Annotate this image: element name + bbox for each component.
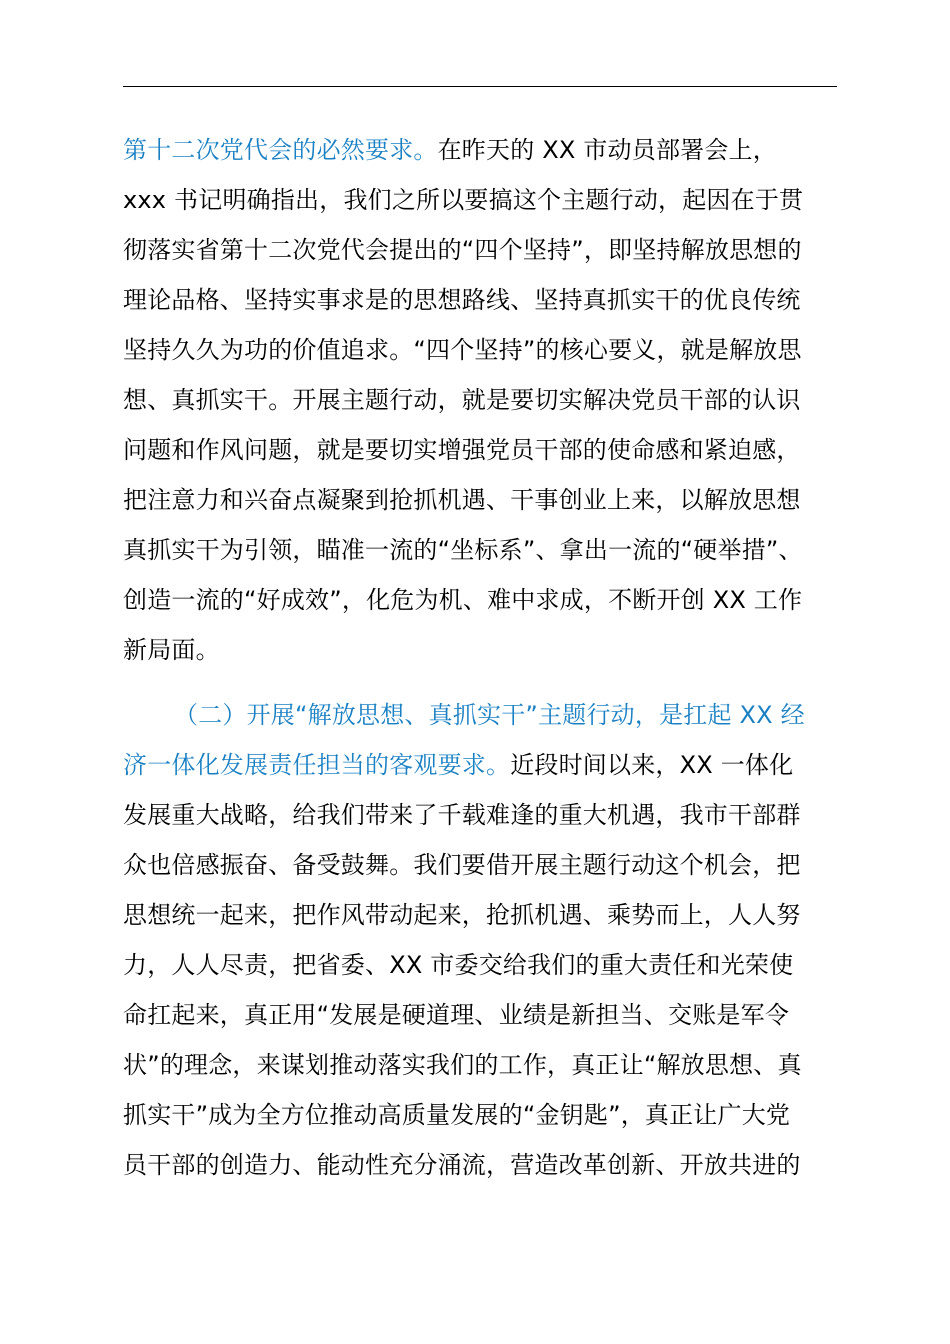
paragraph-2-line-8: 状”的理念，来谋划推动落实我们的工作，真正让“解放思想、真 bbox=[123, 1051, 802, 1079]
paragraph-2-line-9: 抓实干”成为全方位推动高质量发展的“金钥匙”，真正让广大党 bbox=[123, 1101, 791, 1129]
paragraph-1-line-6: 想、真抓实干。开展主题行动，就是要切实解决党员干部的认识 bbox=[123, 386, 801, 414]
paragraph-1-line-2: xxx 书记明确指出，我们之所以要搞这个主题行动，起因在于贯 bbox=[123, 186, 804, 214]
paragraph-2-line-2 bbox=[123, 749, 793, 781]
paragraph-1-line-1-body: 在昨天的 XX 市动员部署会上， bbox=[437, 136, 777, 164]
paragraph-2-line-10: 员干部的创造力、能动性充分涌流，营造改革创新、开放共进的 bbox=[123, 1151, 801, 1179]
paragraph-1-line-3: 彻落实省第十二次党代会提出的“四个坚持”，即坚持解放思想的 bbox=[123, 236, 802, 264]
paragraph-1-line-4: 理论品格、坚持实事求是的思想路线、坚持真抓实干的优良传统 bbox=[123, 286, 801, 314]
paragraph-2-line-5: 思想统一起来，把作风带动起来，抢抓机遇、乘势而上，人人努 bbox=[123, 901, 801, 929]
paragraph-1-line-9: 真抓实干为引领，瞄准一流的“坐标系”、拿出一流的“硬举措”、 bbox=[123, 536, 803, 564]
paragraph-2-line-3: 发展重大战略，给我们带来了千载难逢的重大机遇，我市干部群 bbox=[123, 801, 801, 829]
paragraph-1-line-8: 把注意力和兴奋点凝聚到抢抓机遇、干事创业上来，以解放思想 bbox=[123, 486, 801, 514]
paragraph-2-line-2-body: 近段时间以来，XX 一体化 bbox=[510, 751, 794, 779]
paragraph-1-line-10: 创造一流的“好成效”，化危为机、难中求成，不断开创 XX 工作 bbox=[123, 586, 803, 614]
paragraph-1-line-7: 问题和作风问题，就是要切实增强党员干部的使命感和紧迫感， bbox=[123, 436, 801, 464]
paragraph-1-line-1 bbox=[123, 134, 777, 166]
paragraph-2-heading-line-2: 济一体化发展责任担当的客观要求。 bbox=[123, 751, 511, 779]
paragraph-1-line-11: 新局面。 bbox=[123, 636, 220, 664]
paragraph-1-line-5: 坚持久久为功的价值追求。“四个坚持”的核心要义，就是解放思 bbox=[123, 336, 802, 364]
paragraph-2-line-4: 众也倍感振奋、备受鼓舞。我们要借开展主题行动这个机会，把 bbox=[123, 851, 801, 879]
paragraph-1-heading-tail: 第十二次党代会的必然要求。 bbox=[123, 136, 438, 164]
paragraph-2-line-6: 力，人人尽责，把省委、XX 市委交给我们的重大责任和光荣使 bbox=[123, 951, 794, 979]
paragraph-2-heading-line-1: （二）开展“解放思想、真抓实干”主题行动，是扛起 XX 经 bbox=[174, 701, 805, 729]
paragraph-2-line-7: 命扛起来，真正用“发展是硬道理、业绩是新担当、交账是军令 bbox=[123, 1001, 790, 1029]
header-rule bbox=[123, 86, 837, 87]
